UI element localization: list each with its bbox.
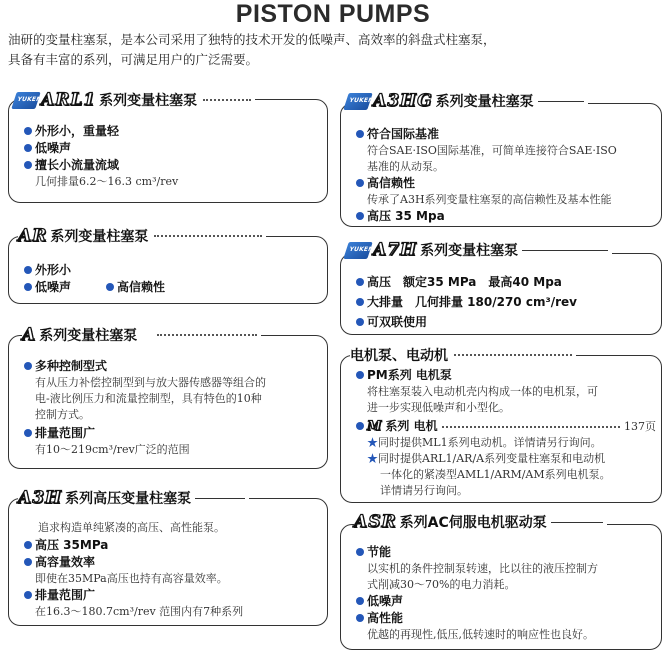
arl1-model: ARL1 xyxy=(41,90,97,110)
a-header xyxy=(22,325,261,345)
yuken-logo-icon: YUKEN xyxy=(343,242,373,259)
asr-model: ASR xyxy=(354,512,397,532)
asr-bullet: 节能 xyxy=(356,544,598,561)
ar-bullet: 高信赖性 xyxy=(106,279,165,296)
a-bullet: 多种控制型式 xyxy=(24,358,266,375)
a3h-bullet: 高压 35MPa xyxy=(24,537,243,554)
a-model: A xyxy=(22,325,37,345)
a7h-header xyxy=(346,240,612,260)
a3h-bullet: 排量范围广 xyxy=(24,587,243,604)
asr-bullet: 低噪声 xyxy=(356,593,598,610)
a7h-model: A7H xyxy=(373,240,418,260)
a3h-series-title: 系列高压变量柱塞泵 xyxy=(65,491,192,507)
ar-model: AR xyxy=(18,226,48,246)
page-title: PISTON PUMPS xyxy=(235,0,431,28)
a7h-bullet: 可双联使用 xyxy=(356,312,577,332)
yuken-logo-icon: YUKEN xyxy=(11,92,41,109)
a3h-header xyxy=(18,488,249,508)
ar-series-title: 系列变量柱塞泵 xyxy=(50,229,149,245)
pm-title: PM系列 电机泵 xyxy=(356,367,656,384)
arl1-note: 几何排量6.2～16.3 cm³/rev xyxy=(35,175,179,188)
m-series: M 系列 电机 xyxy=(356,418,438,435)
yuken-logo-icon: YUKEN xyxy=(343,93,373,110)
m-model: M xyxy=(367,419,383,434)
asr-series-title: 系列AC伺服电机驱动泵 xyxy=(399,515,547,531)
intro-text: 油研的变量柱塞泵，是本公司采用了独特的技术开发的低噪声、高效率的斜盘式柱塞泵， 具备有丰富的系列，可满足用户的广泛需要。 xyxy=(8,32,496,67)
motor-header xyxy=(350,345,576,365)
arl1-bullet: 擅长小流量流域 xyxy=(24,157,178,174)
arl1-series-title: 系列变量柱塞泵 xyxy=(99,93,198,109)
a3h-model: A3H xyxy=(18,488,63,508)
asr-header xyxy=(354,512,607,532)
arl1-bullet: 低噪声 xyxy=(24,140,178,157)
a7h-bullet: 大排量 几何排量 180/270 cm³/rev xyxy=(356,292,577,312)
a3hg-bullet: 高压 35 Mpa xyxy=(356,208,617,225)
a-series-title: 系列变量柱塞泵 xyxy=(39,328,138,344)
a3hg-header xyxy=(346,91,588,111)
ar-bullet: 低噪声 xyxy=(24,279,106,296)
a3hg-model: A3HG xyxy=(373,91,433,111)
ar-header xyxy=(18,226,266,246)
motor-note: ★同时提供ML1系列电动机。详情请另行询问。 xyxy=(367,436,602,449)
motor-title: 电机泵、电动机 xyxy=(350,348,448,364)
asr-bullet: 高性能 xyxy=(356,610,598,627)
a3hg-bullet: 高信赖性 xyxy=(356,175,617,192)
a3hg-bullet: 符合国际基准 xyxy=(356,126,617,143)
ar-bullet: 外形小 xyxy=(24,262,165,279)
arl1-bullet: 外形小，重量轻 xyxy=(24,123,178,140)
a7h-bullet: 高压 额定35 MPa 最高40 Mpa xyxy=(356,272,577,292)
a-bullet: 排量范围广 xyxy=(24,425,266,442)
a3hg-series-title: 系列变量柱塞泵 xyxy=(435,94,534,110)
a3h-bullet: 高容量效率 xyxy=(24,554,243,571)
arl1-header xyxy=(14,90,255,110)
m-page-ref: 137页 xyxy=(624,419,656,433)
a7h-series-title: 系列变量柱塞泵 xyxy=(420,243,519,259)
motor-note: ★同时提供ARL1/AR/A系列变量柱塞泵和电动机 xyxy=(367,452,606,465)
